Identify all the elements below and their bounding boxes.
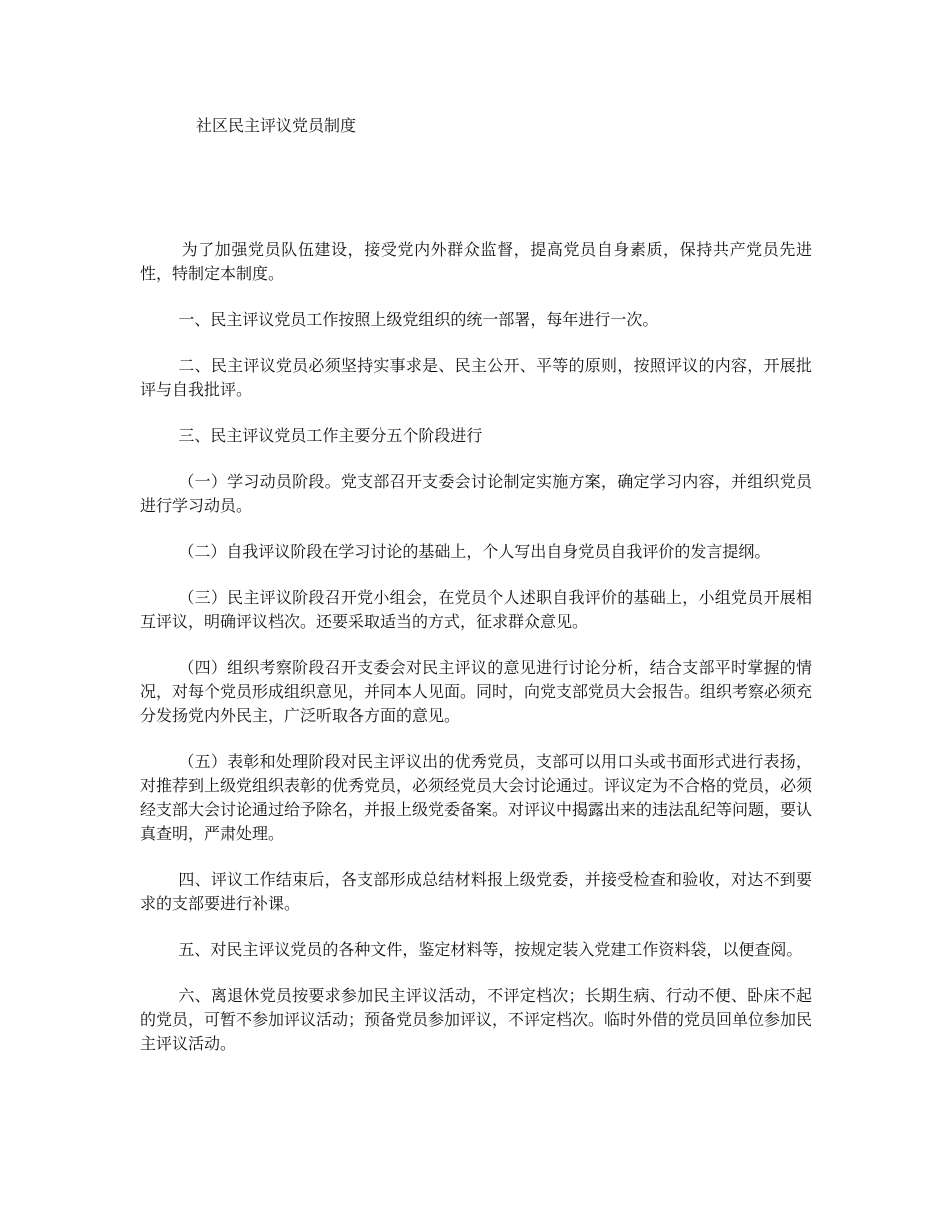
paragraph-clause-5: 五、对民主评议党员的各种文件，鉴定材料等，按规定装入党建工作资料袋，以便查阅。	[178, 940, 803, 959]
document-title: 社区民主评议党员制度	[196, 116, 357, 135]
paragraph-stage-5: （五）表彰和处理阶段对民主评议出的优秀党员，支部可以用口头或书面形式进行表扬，对推荐到上级党组织表彰的优秀党员，必须经党员大会讨论通过。评议定为不合格的党员，必须经支部大会讨论通过给予除名，并报上级党委备案。对评议中揭露出来的违法乱纪等问题，要认真查明，严肃处理。	[140, 752, 813, 843]
paragraph-stage-4: （四）组织考察阶段召开支委会对民主评议的意见进行讨论分析，结合支部平时掌握的情况，对每个党员形成组织意见，并同本人见面。同时，向党支部党员大会报告。组织考察必须充分发扬党内外民主，广泛听取各方面的意见。	[140, 658, 813, 725]
paragraph-clause-6: 六、离退休党员按要求参加民主评议活动，不评定档次；长期生病、行动不便、卧床不起的党员，可暂不参加评议活动；预备党员参加评议，不评定档次。临时外借的党员回单位参加民主评议活动。	[140, 986, 813, 1053]
paragraph-clause-3: 三、民主评议党员工作主要分五个阶段进行	[178, 426, 483, 445]
paragraph-stage-2: （二）自我评议阶段在学习讨论的基础上，个人写出自身党员自我评价的发言提纲。	[178, 542, 771, 561]
paragraph-clause-1: 一、民主评议党员工作按照上级党组织的统一部署，每年进行一次。	[178, 310, 659, 329]
paragraph-clause-4: 四、评议工作结束后，各支部形成总结材料报上级党委，并接受检查和验收，对达不到要求的支部要进行补课。	[140, 870, 812, 913]
paragraph-stage-1: （一）学习动员阶段。党支部召开支委会讨论制定实施方案，确定学习内容，并组织党员进行学习动员。	[140, 472, 812, 515]
paragraph-clause-2: 二、民主评议党员必须坚持实事求是、民主公开、平等的原则，按照评议的内容，开展批评与自我批评。	[140, 356, 812, 399]
paragraph-stage-3: （三）民主评议阶段召开党小组会，在党员个人述职自我评价的基础上，小组党员开展相互评议，明确评议档次。还要采取适当的方式，征求群众意见。	[140, 588, 812, 631]
document-body	[140, 238, 812, 1078]
paragraph-intro: 为了加强党员队伍建设，接受党内外群众监督，提高党员自身素质，保持共产党员先进性，特制定本制度。	[140, 240, 812, 283]
